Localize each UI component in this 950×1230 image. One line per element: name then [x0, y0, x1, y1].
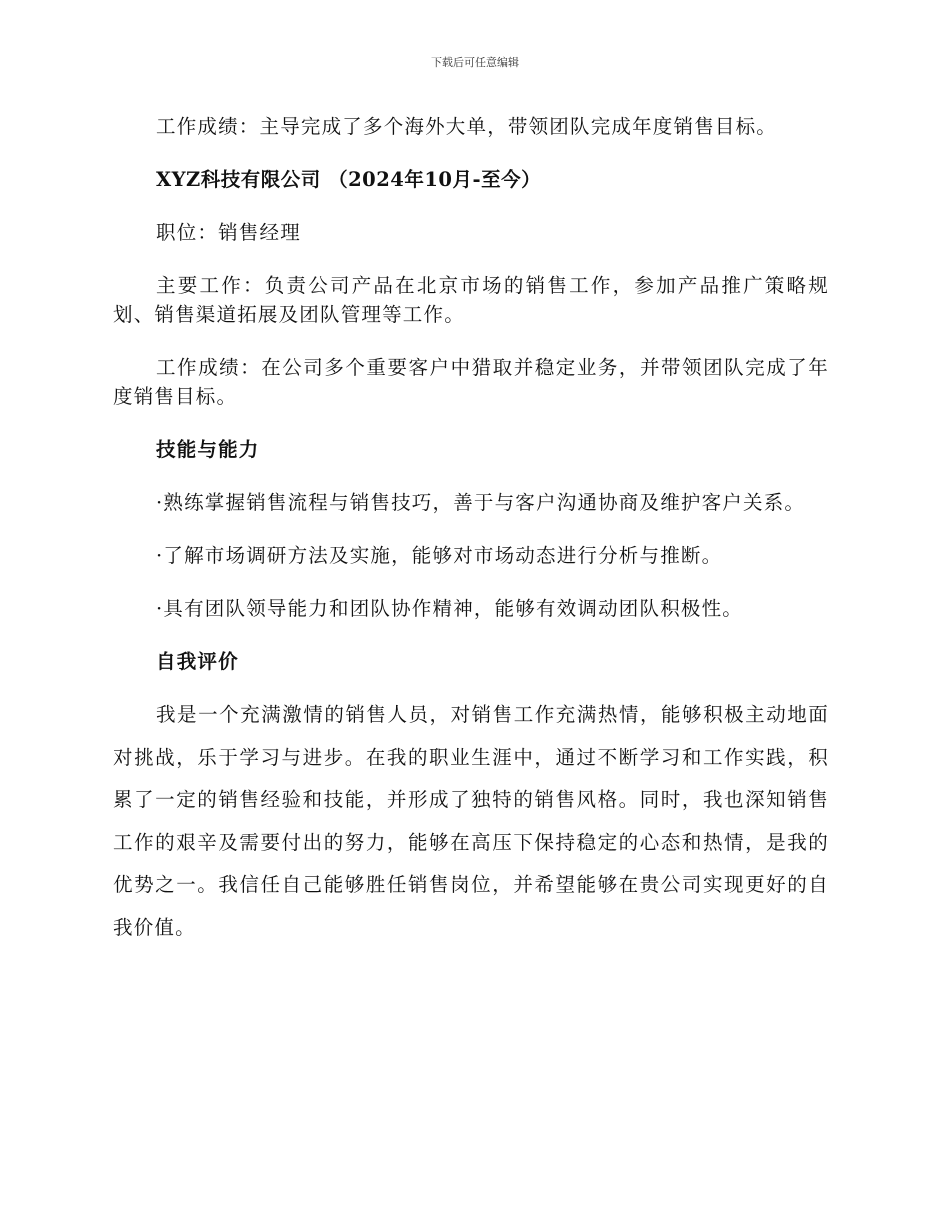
previous-job-achievement: 工作成绩：主导完成了多个海外大单，带领团队完成年度销售目标。 — [156, 115, 778, 138]
main-work: 主要工作：负责公司产品在北京市场的销售工作，参加产品推广策略规划、销售渠道拓展及团队管理等工作。 — [113, 274, 829, 326]
skills-heading: 技能与能力 — [156, 438, 260, 461]
page-header-note: 下载后可任意编辑 — [431, 56, 519, 69]
company-title: XYZ科技有限公司 （2024年10月-至今） — [156, 168, 542, 191]
self-evaluation-text: 我是一个充满激情的销售人员，对销售工作充满热情，能够积极主动地面对挑战，乐于学习与进步。在我的职业生涯中，通过不断学习和工作实践，积累了一定的销售经验和技能，并形成了独特的销售风格。同时，我也深知销售工作的艰辛及需要付出的努力，能够在高压下保持稳定的心态和热情，是我的优势之一。我信任自己能够胜任销售岗位，并希望能够在贵公司实现更好的自我价值。 — [113, 703, 829, 939]
self-evaluation-heading: 自我评价 — [156, 650, 239, 673]
document-body — [113, 112, 829, 949]
position: 职位：销售经理 — [156, 221, 301, 244]
work-achievement: 工作成绩：在公司多个重要客户中猎取并稳定业务，并带领团队完成了年度销售目标。 — [113, 356, 829, 408]
skill-item: ·熟练掌握销售流程与销售技巧，善于与客户沟通协商及维护客户关系。 — [156, 491, 806, 514]
skill-item: ·具有团队领导能力和团队协作精神，能够有效调动团队积极性。 — [156, 597, 743, 620]
skill-item: ·了解市场调研方法及实施，能够对市场动态进行分析与推断。 — [156, 544, 723, 567]
